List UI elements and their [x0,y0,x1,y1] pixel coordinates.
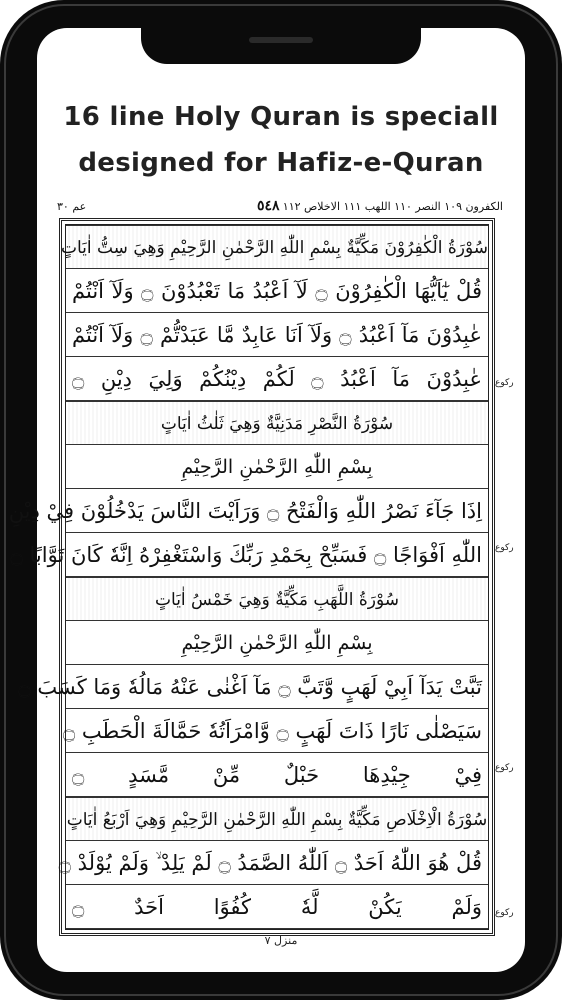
mushaf-lines [8,224,489,930]
headline-line-2: designed for Hafiz-e-Quran [78,148,484,178]
phone-notch [141,28,421,64]
verse-line: اللّٰهِ اَفْوَاجًا ۝ فَسَبِّحْ بِحَمْدِ رَبِّكَ وَاسْتَغْفِرْهُ اِنَّهٗ كَانَ تَوَّابًا ۝ [66,533,488,577]
speaker-grille [249,37,313,43]
verse-line: قُلْ هُوَ اللّٰهُ اَحَدٌ ۝ اَللّٰهُ الصَّمَدُ ۝ لَمْ يَلِدْ ۙ وَلَمْ يُوْلَدْ ۝ [66,841,488,885]
verse-line: عٰبِدُوْنَ مَآ اَعْبُدُ ۝ لَكُمْ دِيْنُكُمْ وَلِيَ دِيْنِ ۝ [66,357,488,401]
page-number: ٥٤٨ [257,198,280,214]
mushaf-page-frame [8,218,495,936]
verse-line: فِيْ جِيْدِهَا حَبْلٌ مِّنْ مَّسَدٍ ۝ [66,753,488,797]
surah-heading-line: سُوْرَةُ اللَّهَبِ مَكِّيَّةٌ وَهِيَ خَمْسُ اٰيَاتٍ [66,577,488,621]
para-label: عم ٣٠ [57,200,87,213]
bismillah-line: بِسْمِ اللّٰهِ الرَّحْمٰنِ الرَّحِيْمِ [66,621,488,665]
surah-heading-line: سُوْرَةُ النَّصْرِ مَدَنِيَّةٌ وَهِيَ ثَلٰثُ اٰيَاتٍ [66,401,488,445]
verse-line: اِذَا جَآءَ نَصْرُ اللّٰهِ وَالْفَتْحُ ۝ وَرَاَيْتَ النَّاسَ يَدْخُلُوْنَ فِيْ دِيْنِ [66,489,488,533]
bismillah-line: بِسْمِ اللّٰهِ الرَّحْمٰنِ الرَّحِيْمِ [66,445,488,489]
surah-heading-line: سُوْرَةُ الْاِخْلَاصِ مَكِّيَّةٌ بِسْمِ اللّٰهِ الرَّحْمٰنِ الرَّحِيْمِ وَهِيَ اَرْبَعُ اٰيَاتٍ [66,797,488,841]
verse-line: سَيَصْلٰى نَارًا ذَاتَ لَهَبٍ ۝ وَّامْرَاَتُهٗ حَمَّالَةَ الْحَطَبِ ۝ [66,709,488,753]
headline-line-1: 16 line Holy Quran is speciall [63,102,499,132]
ruku-marker-3: ركوع [495,763,514,773]
mushaf-page-header [57,198,503,216]
verse-line: قُلْ يٰٓاَيُّهَا الْكٰفِرُوْنَ ۝ لَآ اَعْبُدُ مَا تَعْبُدُوْنَ ۝ وَلَآ اَنْتُمْ [66,269,488,313]
surah-index-label: الكفرون ١٠٩ النصر ١١٠ اللهب ١١١ الاخلاص ١١٢ [282,200,503,213]
phone-screen [8,28,525,972]
manzil-footer: منزل ٧ [264,934,298,947]
promo-headline [37,94,525,186]
surah-heading-line: سُوْرَةُ الْكٰفِرُوْنَ مَكِّيَّةٌ بِسْمِ اللّٰهِ الرَّحْمٰنِ الرَّحِيْمِ وَهِيَ سِتُّ اٰيَاتٍ [66,225,488,269]
ruku-marker-1: ركوع [495,378,514,388]
verse-line: وَلَمْ يَكُنْ لَّهٗ كُفُوًا اَحَدٌ ۝ [66,885,488,929]
ruku-marker-2: ركوع [495,543,514,553]
ruku-marker-4: ركوع [495,908,514,918]
verse-line: عٰبِدُوْنَ مَآ اَعْبُدُ ۝ وَلَآ اَنَا عَابِدٌ مَّا عَبَدْتُّمْ ۝ وَلَآ اَنْتُمْ [66,313,488,357]
verse-line: تَبَّتْ يَدَآ اَبِيْ لَهَبٍ وَّتَبَّ ۝ مَآ اَغْنٰى عَنْهُ مَالُهٗ وَمَا كَسَبَ ۝ [66,665,488,709]
